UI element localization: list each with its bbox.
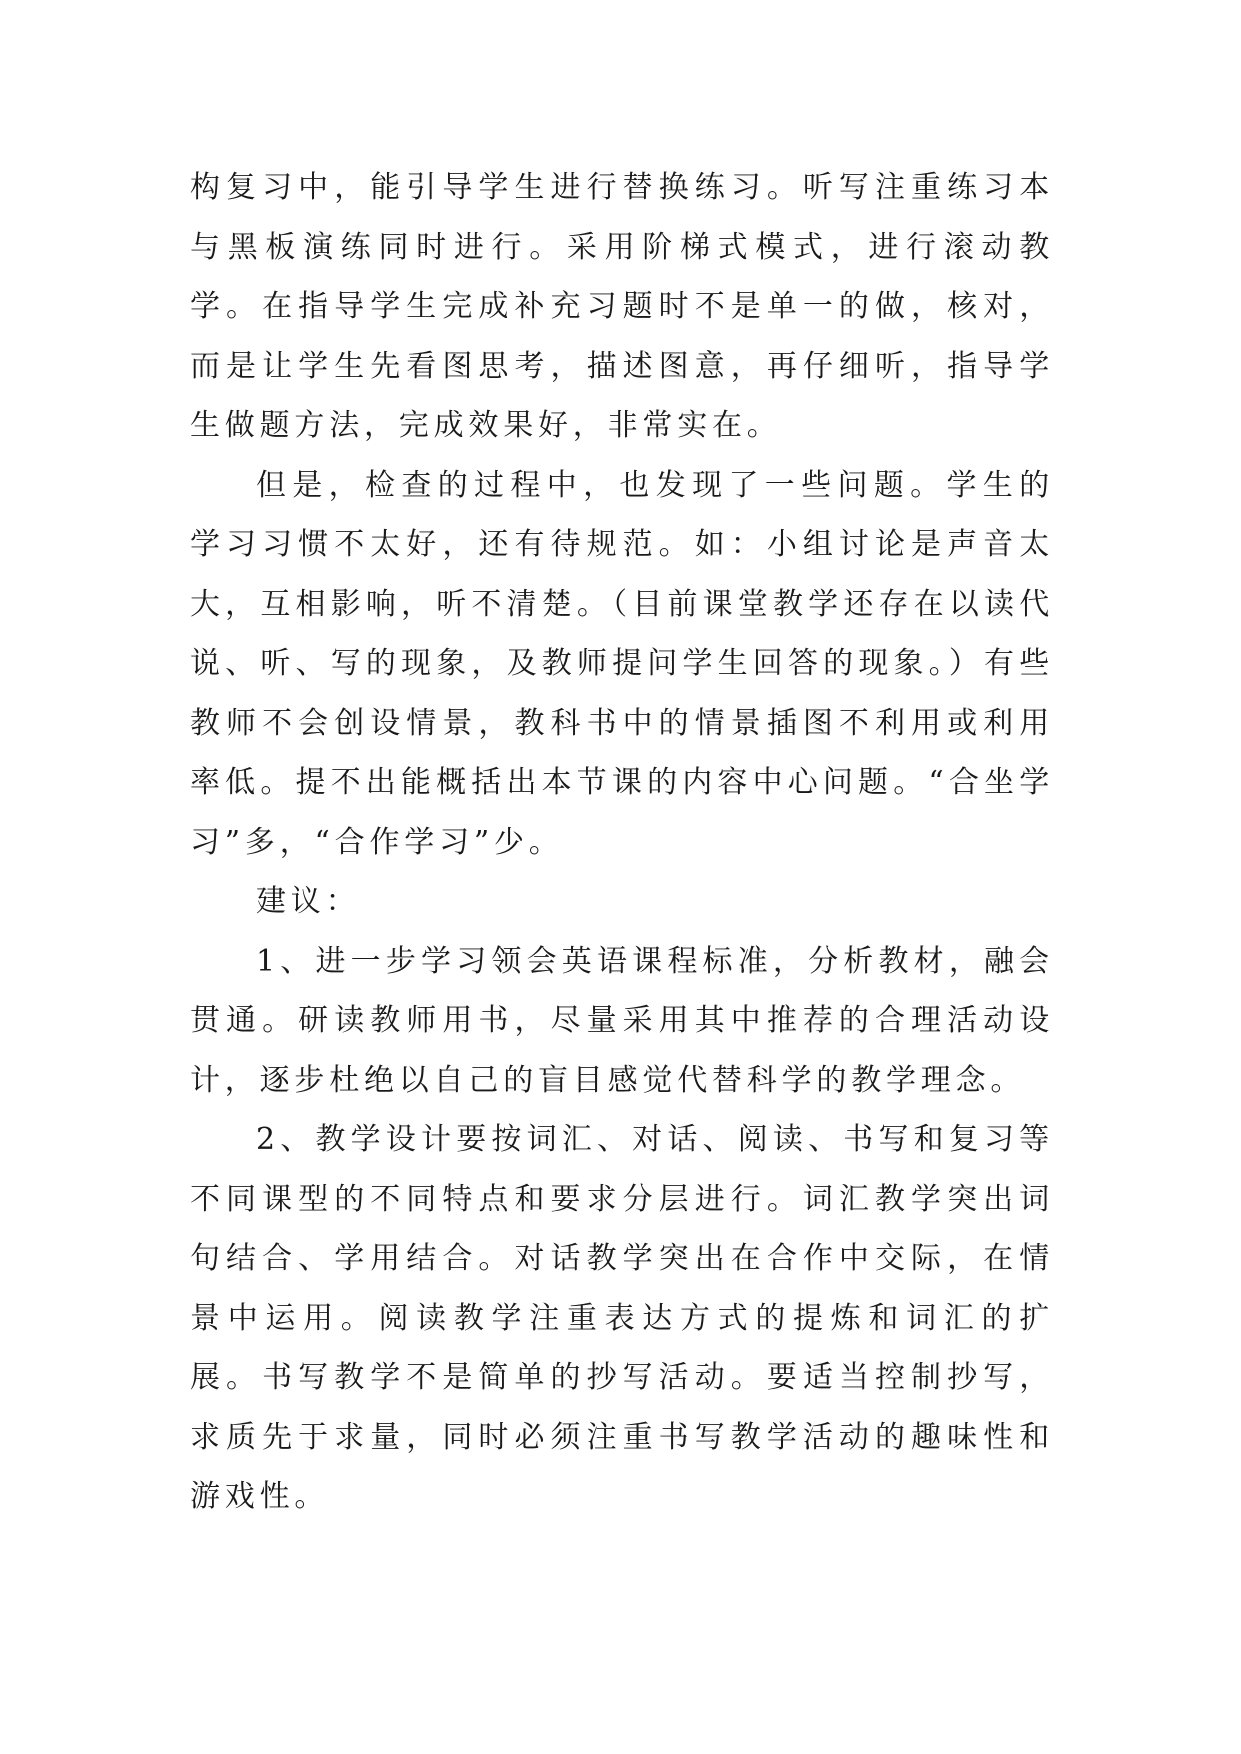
suggestions-heading: 建议： — [256, 884, 361, 919]
paragraph-continuation: 构复习中，能引导学生进行替换练习。听写注重练习本与黑板演练同时进行。采用阶梯式模式，进行滚动教学。在指导学生完成补充习题时不是单一的做，核对，而是让学生先看图思考，描述图意，再仔细听，指导学生做题方法，完成效果好，非常实在。 — [190, 170, 1054, 443]
paragraph-issues: 但是，检查的过程中，也发现了一些问题。学生的学习习惯不太好，还有待规范。如：小组讨论是声音太大，互相影响，听不清楚。（目前课堂教学还存在以读代说、听、写的现象，及教师提问学生回答的现象。）有些教师不会创设情景，教科书中的情景插图不利用或利用率低。提不出能概括出本节课的内容中心问题。“合坐学习”多，“合作学习”少。 — [190, 467, 1054, 860]
suggestion-item-2: 2、教学设计要按词汇、对话、阅读、书写和复习等不同课型的不同特点和要求分层进行。词汇教学突出词句结合、学用结合。对话教学突出在合作中交际，在情景中运用。阅读教学注重表达方式的提炼和词汇的扩展。书写教学不是简单的抄写活动。要适当控制抄写，求质先于求量，同时必须注重书写教学活动的趣味性和游戏性。 — [190, 1122, 1054, 1514]
suggestion-item-1: 1、进一步学习领会英语课程标准，分析教材，融会贯通。研读教师用书，尽量采用其中推荐的合理活动设计，逐步杜绝以自己的盲目感觉代替科学的教学理念。 — [190, 943, 1054, 1098]
document-page — [190, 158, 1054, 1527]
